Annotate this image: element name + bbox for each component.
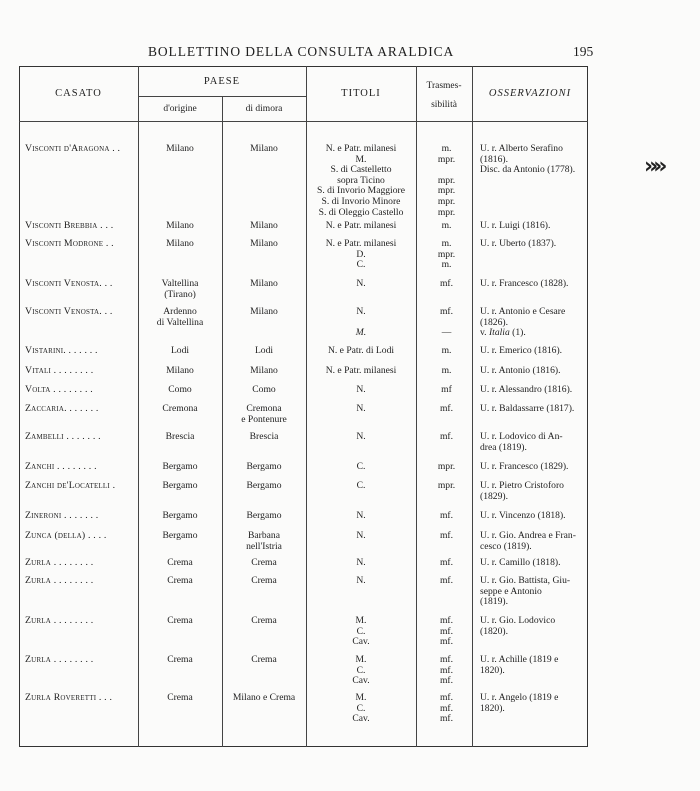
titoli-cell xyxy=(306,221,416,232)
origine-cell-line: Bergamo xyxy=(162,510,198,521)
titoli-cell xyxy=(306,307,416,339)
origine-cell xyxy=(138,432,222,443)
dimora-cell xyxy=(222,404,306,425)
titoli-cell xyxy=(306,655,416,687)
titoli-cell xyxy=(306,346,416,357)
origine-cell xyxy=(138,239,222,250)
header-trasmes-1: Trasmes- xyxy=(426,81,462,91)
origine-cell-line: (Tirano) xyxy=(164,288,196,300)
dimora-cell xyxy=(222,462,306,473)
osservazioni-cell-line: (1816). xyxy=(480,153,508,165)
origine-cell-line: Bergamo xyxy=(162,480,198,491)
trasmissibilita-cell-line: mf. xyxy=(439,403,454,414)
titoli-cell xyxy=(306,616,416,648)
origine-cell xyxy=(138,346,222,357)
titoli-cell-line: M. xyxy=(355,692,367,703)
casato-cell-line: Volta . . . . . . . . xyxy=(25,384,93,395)
trasmissibilita-cell xyxy=(419,531,474,542)
origine-cell-line: Milano xyxy=(166,238,194,249)
osservazioni-cell-line: drea (1819). xyxy=(480,441,527,453)
trasmissibilita-cell xyxy=(419,511,474,522)
dimora-cell xyxy=(222,481,306,492)
osservazioni-cell-line: U. r. Vincenzo (1818). xyxy=(480,510,566,521)
casato-cell xyxy=(25,531,138,542)
casato-cell xyxy=(25,558,138,569)
titoli-cell xyxy=(306,144,416,218)
running-title: BOLLETTINO DELLA CONSULTA ARALDICA xyxy=(148,44,455,59)
origine-cell-line: Crema xyxy=(167,575,193,586)
header-paese: PAESE xyxy=(203,76,241,87)
origine-cell xyxy=(138,616,222,627)
dimora-cell xyxy=(222,558,306,569)
osservazioni-cell xyxy=(480,307,590,339)
casato-cell-line: Vitali . . . . . . . . xyxy=(25,365,94,376)
casato-cell-line: Zanchi . . . . . . . . xyxy=(25,461,97,472)
titoli-cell-line: Cav. xyxy=(352,675,370,687)
trasmissibilita-cell-line: mf. xyxy=(439,615,454,626)
header-osservazioni: OSSERVAZIONI xyxy=(488,88,572,99)
origine-cell xyxy=(138,279,222,300)
casato-cell-line: Vistarini. . . . . . . xyxy=(25,345,98,356)
titoli-cell-line: sopra Ticino xyxy=(337,174,385,186)
titoli-cell xyxy=(306,462,416,473)
osservazioni-cell xyxy=(480,693,590,714)
trasmissibilita-cell-line: mf. xyxy=(439,654,454,665)
titoli-cell xyxy=(306,239,416,271)
dimora-cell-line: Lodi xyxy=(254,345,274,356)
trasmissibilita-cell xyxy=(419,346,474,357)
casato-cell-line: Zambelli . . . . . . . xyxy=(25,431,101,442)
casato-cell-line: Zanchi de'Locatelli . xyxy=(25,480,116,491)
osservazioni-cell-line: U. r. Lodovico di An- xyxy=(480,431,563,442)
casato-cell-line: Zurla . . . . . . . . xyxy=(25,615,94,626)
dimora-cell-line: Cremona xyxy=(246,403,282,414)
origine-cell xyxy=(138,221,222,232)
origine-cell xyxy=(138,693,222,704)
dimora-cell xyxy=(222,239,306,250)
origine-cell-line: Bergamo xyxy=(162,461,198,472)
dimora-cell xyxy=(222,616,306,627)
origine-cell-line: Valtellina xyxy=(161,278,199,289)
titoli-cell-line: N. xyxy=(356,431,366,442)
trasmissibilita-cell xyxy=(419,366,474,377)
osservazioni-cell-line: U. r. Gio. Lodovico xyxy=(480,615,556,626)
origine-cell-line: Crema xyxy=(167,692,193,703)
casato-cell xyxy=(25,511,138,522)
trasmissibilita-cell-line: mf xyxy=(441,384,452,395)
dimora-cell-line: Brescia xyxy=(249,431,279,442)
osservazioni-cell-line: U. r. Antonio e Cesare xyxy=(480,306,566,317)
titoli-cell-line: N. e Patr. milanesi xyxy=(325,365,397,376)
titoli-cell-line: N. e Patr. milanesi xyxy=(325,238,397,249)
trasmissibilita-cell-line: m. xyxy=(441,365,452,376)
titoli-cell-line: N. e Patr. di Lodi xyxy=(327,345,395,356)
origine-cell xyxy=(138,655,222,666)
casato-cell-line: Visconti Venosta. . . xyxy=(25,278,113,289)
titoli-cell xyxy=(306,432,416,443)
trasmissibilita-cell xyxy=(419,307,474,339)
trasmissibilita-cell-line: mpr. xyxy=(437,480,456,491)
osservazioni-cell-line: U. r. Francesco (1828). xyxy=(480,278,569,289)
osservazioni-cell-line: U. r. Alessandro (1816). xyxy=(480,384,573,395)
osservazioni-cell-line: U. r. Alberto Serafino xyxy=(480,143,563,154)
osservazioni-cell-line: U. r. Luigi (1816). xyxy=(480,220,551,231)
osservazioni-cell xyxy=(480,511,590,522)
titoli-cell-line: Cav. xyxy=(352,713,370,725)
trasmissibilita-cell xyxy=(419,432,474,443)
header-origine: d'origine xyxy=(163,104,197,114)
origine-cell-line: Crema xyxy=(167,557,193,568)
trasmissibilita-cell-line: mf. xyxy=(439,625,454,637)
dimora-cell-line: nell'Istria xyxy=(246,540,282,552)
osservazioni-cell-line: (1819). xyxy=(480,596,508,608)
osservazioni-cell xyxy=(480,481,590,502)
osservazioni-cell-line: 1820). xyxy=(480,702,505,714)
dimora-cell-line: Barbana xyxy=(248,530,280,541)
titoli-cell-line: N. e Patr. milanesi xyxy=(325,143,397,154)
titoli-cell-line: M. xyxy=(355,327,367,339)
dimora-cell-line: Bergamo xyxy=(246,461,282,472)
osservazioni-cell-line: U. r. Antonio (1816). xyxy=(480,365,561,376)
trasmissibilita-cell-line: m. xyxy=(441,238,452,249)
origine-cell xyxy=(138,531,222,542)
dimora-cell-line: Crema xyxy=(251,575,277,586)
origine-cell-line: Milano xyxy=(166,143,194,154)
osservazioni-cell xyxy=(480,432,590,453)
origine-cell xyxy=(138,404,222,415)
casato-cell xyxy=(25,221,138,232)
osservazioni-cell-line: U. r. Achille (1819 e xyxy=(480,654,559,665)
origine-cell xyxy=(138,307,222,328)
page-number: 195 xyxy=(573,44,594,59)
casato-cell xyxy=(25,279,138,290)
origine-cell xyxy=(138,462,222,473)
titoli-cell-line: M. xyxy=(355,153,367,165)
trasmissibilita-cell-line: mf. xyxy=(439,636,454,648)
casato-cell-line: Zurla . . . . . . . . xyxy=(25,557,94,568)
trasmissibilita-cell-line: mf. xyxy=(439,431,454,442)
titoli-cell xyxy=(306,576,416,587)
trasmissibilita-cell-line: mf. xyxy=(439,692,454,703)
dimora-cell-line: Como xyxy=(252,384,276,395)
dimora-cell-line: Milano xyxy=(250,365,278,376)
casato-cell-line: Visconti d'Aragona . . xyxy=(25,143,121,154)
casato-cell-line: Zurla . . . . . . . . xyxy=(25,654,94,665)
titoli-cell xyxy=(306,481,416,492)
casato-cell xyxy=(25,432,138,443)
titoli-cell-line: C. xyxy=(356,664,366,676)
trasmissibilita-cell xyxy=(419,144,474,218)
titoli-cell xyxy=(306,558,416,569)
osservazioni-cell-line: (1829). xyxy=(480,490,508,502)
dimora-cell-line: Crema xyxy=(251,557,277,568)
titoli-cell-line: N. xyxy=(356,530,366,541)
casato-cell xyxy=(25,655,138,666)
origine-cell-line: di Valtellina xyxy=(156,316,204,328)
running-head xyxy=(0,44,700,64)
trasmissibilita-cell-line: mf. xyxy=(439,278,454,289)
titoli-cell-line: S. di Castelletto xyxy=(330,164,392,176)
trasmissibilita-cell-line: mf. xyxy=(439,557,454,568)
osservazioni-cell-line: cesco (1819). xyxy=(480,540,532,552)
trasmissibilita-cell-line: mpr. xyxy=(437,206,456,218)
trasmissibilita-cell-line: mpr. xyxy=(437,185,456,197)
casato-cell xyxy=(25,366,138,377)
trasmissibilita-cell-line: mpr. xyxy=(437,248,456,260)
casato-cell-line: Zineroni . . . . . . . xyxy=(25,510,99,521)
trasmissibilita-cell-line: mf. xyxy=(439,306,454,317)
trasmissibilita-cell-line: mf. xyxy=(439,510,454,521)
trasmissibilita-cell xyxy=(419,693,474,725)
trasmissibilita-cell xyxy=(419,279,474,290)
dimora-cell xyxy=(222,221,306,232)
dimora-cell xyxy=(222,279,306,290)
header-rule xyxy=(19,121,588,122)
osservazioni-cell-line: U. r. Gio. Andrea e Fran- xyxy=(480,530,576,541)
trasmissibilita-cell-line: m. xyxy=(441,143,452,154)
origine-cell-line: Milano xyxy=(166,220,194,231)
origine-cell-line: Ardenno xyxy=(163,306,197,317)
casato-cell xyxy=(25,616,138,627)
dimora-cell-line: Milano xyxy=(250,220,278,231)
trasmissibilita-cell-line: mf. xyxy=(439,713,454,725)
next-page-label-2: » xyxy=(653,154,663,179)
titoli-cell-line: N. xyxy=(356,403,366,414)
osservazioni-cell xyxy=(480,385,590,396)
dimora-cell xyxy=(222,346,306,357)
titoli-cell-line: C. xyxy=(356,625,366,637)
trasmissibilita-cell xyxy=(419,404,474,415)
origine-cell-line: Crema xyxy=(167,654,193,665)
dimora-cell xyxy=(222,432,306,443)
casato-cell-line: Zaccaria. . . . . . . xyxy=(25,403,99,414)
dimora-cell-line: Milano xyxy=(250,278,278,289)
origine-cell xyxy=(138,558,222,569)
osservazioni-cell xyxy=(480,144,590,176)
trasmissibilita-cell-line: mf. xyxy=(439,575,454,586)
osservazioni-cell-line: U. r. Uberto (1837). xyxy=(480,238,557,249)
titoli-cell-line: C. xyxy=(356,461,366,472)
osservazioni-cell xyxy=(480,576,590,608)
trasmissibilita-cell-line: mpr. xyxy=(437,461,456,472)
casato-cell xyxy=(25,404,138,415)
casato-cell xyxy=(25,385,138,396)
titoli-cell-line: M. xyxy=(355,654,367,665)
trasmissibilita-cell-line: mf. xyxy=(439,664,454,676)
dimora-cell xyxy=(222,693,306,704)
trasmissibilita-cell xyxy=(419,221,474,232)
trasmissibilita-cell xyxy=(419,576,474,587)
header-trasmes-2: sibilità xyxy=(431,100,457,110)
italic-ref: Italia xyxy=(488,327,510,339)
origine-cell xyxy=(138,576,222,587)
casato-cell xyxy=(25,693,138,704)
titoli-cell xyxy=(306,531,416,542)
casato-cell xyxy=(25,346,138,357)
trasmissibilita-cell-line: — xyxy=(441,327,452,339)
trasmissibilita-cell-line: mpr. xyxy=(437,174,456,186)
trasmissibilita-cell-line: mpr. xyxy=(437,195,456,207)
origine-cell xyxy=(138,385,222,396)
osservazioni-cell xyxy=(480,462,590,473)
casato-cell-line: Visconti Brebbia . . . xyxy=(25,220,114,231)
titoli-cell-line: N. xyxy=(356,510,366,521)
osservazioni-cell-line: Disc. da Antonio (1778). xyxy=(480,164,576,176)
origine-cell-line: Como xyxy=(168,384,192,395)
titoli-cell-line: N. xyxy=(356,306,366,317)
titoli-cell xyxy=(306,366,416,377)
casato-cell-line: Zurla Roveretti . . . xyxy=(25,692,113,703)
titoli-cell-line: N. xyxy=(356,575,366,586)
titoli-cell-line: S. di Oleggio Castello xyxy=(318,206,404,218)
header-casato: CASATO xyxy=(55,88,102,99)
origine-cell-line: Lodi xyxy=(170,345,190,356)
dimora-cell-line: Milano xyxy=(250,143,278,154)
dimora-cell xyxy=(222,307,306,318)
next-page-icon[interactable] xyxy=(644,154,662,179)
next-page-label: » xyxy=(644,154,654,179)
trasmissibilita-cell xyxy=(419,558,474,569)
header-dimora: di dimora xyxy=(245,104,283,114)
casato-cell-line: Zurla . . . . . . . . xyxy=(25,575,94,586)
osservazioni-cell-line: U. r. Gio. Battista, Giu- xyxy=(480,575,571,586)
osservazioni-cell-line: U. r. Camillo (1818). xyxy=(480,557,561,568)
trasmissibilita-cell xyxy=(419,462,474,473)
dimora-cell xyxy=(222,531,306,552)
osservazioni-cell-line: U. r. Pietro Cristoforo xyxy=(480,480,564,491)
osservazioni-cell xyxy=(480,279,590,290)
osservazioni-cell-line: U. r. Angelo (1819 e xyxy=(480,692,559,703)
dimora-cell-line: Crema xyxy=(251,654,277,665)
osservazioni-cell xyxy=(480,404,590,415)
casato-cell xyxy=(25,576,138,587)
origine-cell xyxy=(138,481,222,492)
trasmissibilita-cell-line: mpr. xyxy=(437,153,456,165)
osservazioni-cell xyxy=(480,366,590,377)
titoli-cell-line: C. xyxy=(356,702,366,714)
casato-cell xyxy=(25,239,138,250)
titoli-cell xyxy=(306,511,416,522)
casato-cell-line: Visconti Venosta. . . xyxy=(25,306,113,317)
osservazioni-cell xyxy=(480,221,590,232)
titoli-cell-line: S. di Invorio Minore xyxy=(321,195,401,207)
casato-cell xyxy=(25,144,138,155)
titoli-cell-line: M. xyxy=(355,615,367,626)
osservazioni-cell-line: v. Italia (1). xyxy=(480,327,526,339)
osservazioni-cell xyxy=(480,346,590,357)
osservazioni-cell xyxy=(480,616,590,637)
origine-cell-line: Brescia xyxy=(165,431,195,442)
trasmissibilita-cell-line: m. xyxy=(441,259,452,271)
origine-cell xyxy=(138,366,222,377)
titoli-cell-line: Cav. xyxy=(352,636,370,648)
dimora-cell-line: Crema xyxy=(251,615,277,626)
origine-cell xyxy=(138,511,222,522)
origine-cell xyxy=(138,144,222,155)
casato-cell-line: Visconti Modrone . . xyxy=(25,238,114,249)
dimora-cell-line: Milano e Crema xyxy=(232,692,296,703)
dimora-cell xyxy=(222,144,306,155)
trasmissibilita-cell xyxy=(419,239,474,271)
titoli-cell-line: N. e Patr. milanesi xyxy=(325,220,397,231)
dimora-cell-line: Bergamo xyxy=(246,480,282,491)
trasmissibilita-cell xyxy=(419,616,474,648)
dimora-cell xyxy=(222,576,306,587)
dimora-cell-line: Bergamo xyxy=(246,510,282,521)
osservazioni-cell xyxy=(480,655,590,676)
origine-cell-line: Bergamo xyxy=(162,530,198,541)
casato-cell xyxy=(25,462,138,473)
titoli-cell-line: N. xyxy=(356,278,366,289)
titoli-cell-line: N. xyxy=(356,384,366,395)
dimora-cell-line: e Pontenure xyxy=(241,413,287,425)
trasmissibilita-cell xyxy=(419,481,474,492)
trasmissibilita-cell-line: m. xyxy=(441,345,452,356)
osservazioni-cell-line: 1820). xyxy=(480,664,505,676)
dimora-cell-line: Milano xyxy=(250,306,278,317)
titoli-cell xyxy=(306,385,416,396)
origine-cell-line: Crema xyxy=(167,615,193,626)
titoli-cell-line: D. xyxy=(356,248,366,260)
titoli-cell-line: S. di Invorio Maggiore xyxy=(317,185,405,197)
casato-cell xyxy=(25,307,138,318)
osservazioni-cell-line: U. r. Francesco (1829). xyxy=(480,461,569,472)
dimora-cell xyxy=(222,511,306,522)
origine-cell-line: Milano xyxy=(166,365,194,376)
trasmissibilita-cell-line: m. xyxy=(441,220,452,231)
osservazioni-cell-line: U. r. Baldassarre (1817). xyxy=(480,403,575,414)
osservazioni-cell xyxy=(480,531,590,552)
trasmissibilita-cell-line: mf. xyxy=(439,675,454,687)
header-titoli: TITOLI xyxy=(341,88,381,99)
osservazioni-cell-line: (1826). xyxy=(480,316,508,328)
casato-cell xyxy=(25,481,138,492)
dimora-cell-line: Milano xyxy=(250,238,278,249)
titoli-cell-line: C. xyxy=(356,259,366,271)
trasmissibilita-cell xyxy=(419,385,474,396)
trasmissibilita-cell-line: mf. xyxy=(439,530,454,541)
osservazioni-cell-line: (1820). xyxy=(480,625,508,637)
titoli-cell xyxy=(306,693,416,725)
origine-cell-line: Cremona xyxy=(162,403,198,414)
titoli-cell-line: C. xyxy=(356,480,366,491)
osservazioni-cell xyxy=(480,558,590,569)
titoli-cell xyxy=(306,279,416,290)
dimora-cell xyxy=(222,385,306,396)
dimora-cell xyxy=(222,366,306,377)
osservazioni-cell-line: seppe e Antonio xyxy=(480,585,542,597)
trasmissibilita-cell-line: mf. xyxy=(439,702,454,714)
titoli-cell-line: N. xyxy=(356,557,366,568)
col-divider xyxy=(416,66,417,747)
titoli-cell xyxy=(306,404,416,415)
dimora-cell xyxy=(222,655,306,666)
osservazioni-cell xyxy=(480,239,590,250)
osservazioni-cell-line: U. r. Emerico (1816). xyxy=(480,345,563,356)
trasmissibilita-cell xyxy=(419,655,474,687)
header-rule xyxy=(138,96,306,97)
casato-cell-line: Zunca (della) . . . . xyxy=(25,530,107,541)
